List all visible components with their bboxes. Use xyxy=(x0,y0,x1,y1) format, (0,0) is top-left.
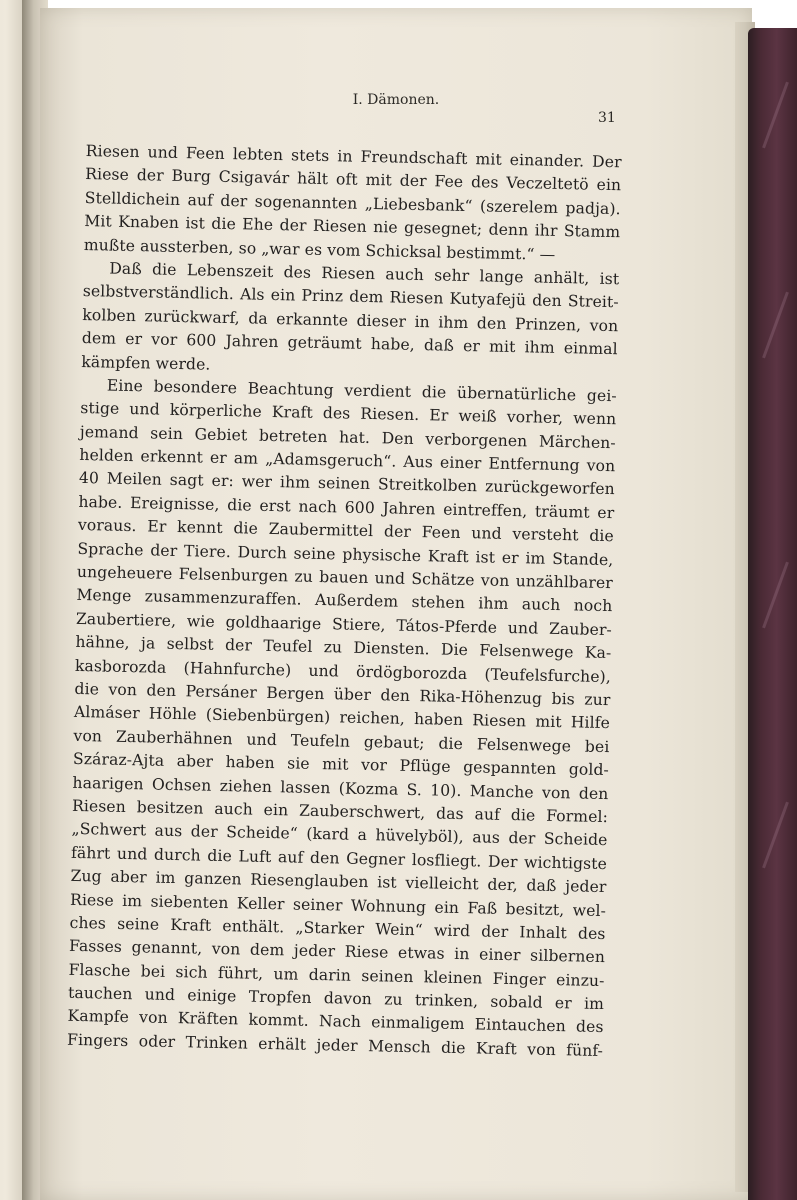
text-line: fährt und durch die Luft auf den Gegner losfliegt. Der wichtigste xyxy=(70,843,608,873)
text-line: ches seine Kraft enthält. „Starker Wein“ wird der Inhalt des xyxy=(69,913,606,943)
text-line: mußte aussterben, so „war es vom Schicksal bestimmt.“ — xyxy=(83,235,556,264)
text-line: Mit Knaben ist die Ehe der Riesen nie gesegnet; denn ihr Stamm xyxy=(84,212,621,242)
text-line: haarigen Ochsen ziehen lassen (Kozma S. 10). Manche von den xyxy=(72,773,609,803)
text-line: Száraz-Ajta aber haben sie mit vor Pflüge gespannten gold- xyxy=(72,750,610,780)
text-line: Riesen und Feen lebten stets in Freundschaft mit einander. Der xyxy=(85,141,622,172)
text-line: hähne, ja selbst der Teufel zu Diensten. Die Felsenwege Ka- xyxy=(75,633,612,663)
text-line: voraus. Er kennt die Zaubermittel der Feen und versteht die xyxy=(77,516,615,546)
running-header: I. Dämonen. xyxy=(352,92,440,108)
text-line: Sprache der Tiere. Durch seine physische Kraft ist er im Stande, xyxy=(77,539,614,569)
text-line: kämpfen werde. xyxy=(81,352,211,374)
text-line: Riese im siebenten Keller seiner Wohnung ein Faß besitzt, wel- xyxy=(69,890,607,920)
text-line: Eine besondere Beachtung verdient die übernatürliche gei- xyxy=(106,376,617,406)
text-line: Stelldichein auf der sogenannten „Liebesbank“ (szerelem padja). xyxy=(84,188,621,218)
text-line: Kampfe von Kräften kommt. Nach einmaligem Eintauchen des xyxy=(67,1007,604,1037)
text-line: habe. Ereignisse, die erst nach 600 Jahren eintreffen, träumt er xyxy=(78,492,615,523)
text-line: kasborozda (Hahnfurche) und ördögborozda (Teufelsfurche), xyxy=(74,656,612,686)
text-line: ungeheuere Felsenburgen zu bauen und Schätze von unzählbarer xyxy=(76,562,614,593)
text-line: Daß die Lebenszeit des Riesen auch sehr lange anhält, ist xyxy=(109,259,620,289)
text-line: stige und körperliche Kraft des Riesen. Er weiß vorher, wenn xyxy=(80,399,617,429)
text-line: selbstverständlich. Als ein Prinz dem Riesen Kutyafejü den Streit- xyxy=(82,282,619,312)
text-line: tauchen und einige Tropfen davon zu trinken, sobald er im xyxy=(67,983,605,1014)
text-line: 40 Meilen sagt er: wer ihm seinen Streitkolben zurückgeworfen xyxy=(78,469,615,499)
text-line: „Schwert aus der Scheide“ (kard a hüvelyböl), aus der Scheide xyxy=(71,820,608,850)
body-text xyxy=(67,140,622,1063)
text-line: Zaubertiere, wie goldhaarige Stiere, Tátos-Pferde und Zauber- xyxy=(75,609,613,639)
text-line: jemand sein Gebiet betreten hat. Den verborgenen Märchen- xyxy=(79,422,616,452)
text-line: dem er vor 600 Jahren geträumt habe, daß er mit ihm einmal xyxy=(81,329,618,359)
text-line: Zug aber im ganzen Riesenglauben ist vielleicht der, daß jeder xyxy=(70,866,607,897)
text-line: von Zauberhähnen und Teufeln gebaut; die Felsenwege bei xyxy=(73,726,610,756)
text-line: Flasche bei sich führt, um darin seinen kleinen Finger einzu- xyxy=(68,960,605,990)
page-number: 31 xyxy=(598,110,616,126)
text-line: Fingers oder Trinken erhält jeder Mensch die Kraft von fünf- xyxy=(66,1030,604,1060)
text-line: Riesen besitzen auch ein Zauberschwert, das auf die Formel: xyxy=(71,796,609,827)
text-line: Riese der Burg Csigavár hält oft mit der Fee des Veczeltetö ein xyxy=(85,165,622,195)
text-line: Almáser Höhle (Siebenbürgen) reichen, haben Riesen mit Hilfe xyxy=(73,703,611,733)
text-line: kolben zurückwarf, da erkannte dieser in ihm den Prinzen, von xyxy=(82,305,619,335)
text-line: Fasses genannt, von dem jeder Riese etwas in einer silbernen xyxy=(68,937,606,967)
book-cover-edge xyxy=(748,28,797,1200)
text-line: helden erkennt er am „Adamsgeruch“. Aus einer Entfernung von xyxy=(79,446,616,476)
text-line: die von den Persáner Bergen über den Rika-Höhenzug bis zur xyxy=(74,679,611,710)
text-line: Menge zusammenzuraffen. Außerdem stehen ihm auch noch xyxy=(76,586,613,616)
